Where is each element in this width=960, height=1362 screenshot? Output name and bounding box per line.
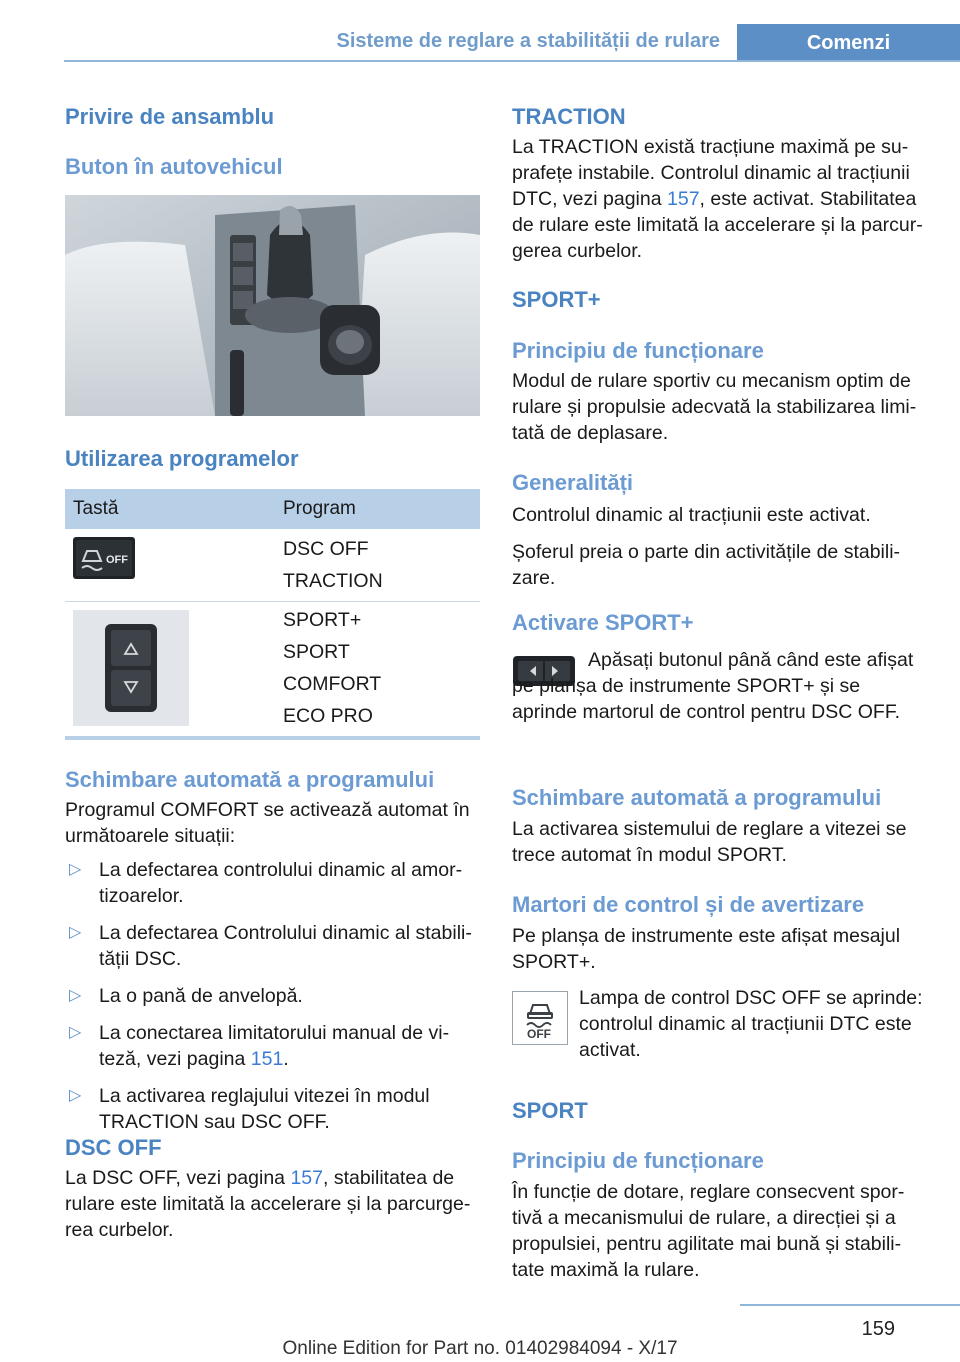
principle2-text: În funcție de dotare, reglare consecvent spor-tivă a mecanismului de rulare, a direcției și a propulsiei, pentru agilitate mai bună și stabili-tate maximă la rulare. bbox=[512, 1181, 905, 1281]
program-name: DSC OFF bbox=[283, 538, 369, 560]
dsc-off-warning-lamp-icon bbox=[512, 991, 568, 1045]
lamp-off-label: OFF bbox=[527, 1027, 551, 1041]
table-cell-programs bbox=[283, 529, 480, 601]
program-name: SPORT+ bbox=[283, 609, 362, 631]
table-end-rule bbox=[65, 736, 480, 740]
program-name: COMFORT bbox=[283, 673, 382, 695]
list-item: ▷ La conectarea limitatorului manual de vi-teză, vezi pagina 151. bbox=[69, 1022, 450, 1070]
table-header-key: Tastă bbox=[73, 498, 119, 519]
auto-change-right-heading: Schimbare automată a programului bbox=[512, 785, 882, 810]
list-item: ▷ La defectarea Controlului dinamic al stabili-tății DSC. bbox=[69, 922, 472, 970]
table-header-program: Program bbox=[283, 498, 356, 519]
footer-rule bbox=[740, 1304, 960, 1306]
page-link[interactable]: 157 bbox=[290, 1167, 323, 1189]
bullet-triangle-icon: ▷ bbox=[69, 1087, 82, 1104]
principle-text: Modul de rulare sportiv cu mecanism optim de rulare și propulsie adecvată la stabilizarea limi-tată de deplasare. bbox=[512, 370, 917, 444]
activate-heading: Activare SPORT+ bbox=[512, 610, 694, 635]
traction-text: La TRACTION există tracțiune maximă pe su-prafețe instabile. Controlul dinamic al tracțiunii DTC, vezi pagina 157, este activat. Stabilitatea de rulare este limitată la accelerare și la parcur-gerea curbelor. bbox=[512, 136, 923, 262]
general-text-1: Controlul dinamic al tracțiunii este activat. bbox=[512, 504, 871, 526]
bullet-triangle-icon: ▷ bbox=[69, 987, 82, 1004]
table-row bbox=[65, 602, 480, 736]
principle-heading: Principiu de funcționare bbox=[512, 338, 764, 363]
sport-plus-heading: SPORT+ bbox=[512, 287, 601, 312]
svg-text:OFF: OFF bbox=[106, 554, 128, 566]
principle2-heading: Principiu de funcționare bbox=[512, 1148, 764, 1173]
table-row bbox=[65, 529, 480, 602]
list-item: ▷ La activarea reglajului vitezei în modul TRACTION sau DSC OFF. bbox=[69, 1085, 430, 1133]
table-cell-key bbox=[65, 529, 283, 601]
auto-change-text: Programul COMFORT se activează automat în următoarele situații: bbox=[65, 799, 470, 847]
list-item: ▷ La o pană de anvelopă. bbox=[69, 985, 303, 1007]
header-rule bbox=[64, 60, 960, 62]
button-in-vehicle-heading: Buton în autovehicul bbox=[65, 154, 283, 179]
lamp-text: Lampa de control DSC OFF se aprinde: controlul dinamic al tracțiunii DTC este activat. bbox=[579, 987, 923, 1061]
traction-heading: TRACTION bbox=[512, 104, 626, 129]
bullet-triangle-icon: ▷ bbox=[69, 924, 82, 941]
dsc-off-button-icon bbox=[73, 537, 135, 579]
header-section-title: Sisteme de reglare a stabilității de rulare bbox=[336, 30, 720, 52]
center-console-photo bbox=[65, 195, 480, 416]
program-table bbox=[65, 489, 480, 740]
page-link[interactable]: 151 bbox=[250, 1048, 284, 1070]
sport-heading: SPORT bbox=[512, 1098, 588, 1123]
table-header bbox=[65, 489, 480, 529]
dsc-off-heading: DSC OFF bbox=[65, 1135, 162, 1160]
header-chapter-tab[interactable]: Comenzi bbox=[737, 24, 960, 62]
program-name: TRACTION bbox=[283, 570, 383, 592]
general-text-2: Șoferul preia o parte din activitățile de stabili-zare. bbox=[512, 541, 901, 589]
auto-change-heading: Schimbare automată a programului bbox=[65, 767, 435, 792]
warning-lights-heading: Martori de control și de avertizare bbox=[512, 892, 865, 917]
program-name: SPORT bbox=[283, 641, 350, 663]
driving-mode-switch-icon bbox=[73, 610, 189, 726]
auto-change-right-text: La activarea sistemului de reglare a vitezei se trece automat în modul SPORT. bbox=[512, 818, 907, 866]
table-cell-key bbox=[65, 602, 283, 736]
table-cell-programs bbox=[283, 602, 480, 736]
dsc-off-text: La DSC OFF, vezi pagina 157, stabilitatea de rulare este limitată la accelerare și la parcurge-rea curbelor. bbox=[65, 1167, 471, 1241]
activate-text: Apăsați butonul până când este afișat pe planșa de instrumente SPORT+ și se aprinde martorul de control pentru DSC OFF. bbox=[512, 649, 914, 723]
auto-change-list bbox=[65, 857, 480, 1146]
general-heading: Generalități bbox=[512, 470, 634, 495]
page-link[interactable]: 157 bbox=[667, 188, 700, 210]
program-name: ECO PRO bbox=[283, 705, 373, 727]
page-number: 159 bbox=[861, 1318, 895, 1340]
overview-heading: Privire de ansamblu bbox=[65, 104, 275, 129]
program-usage-heading: Utilizarea programelor bbox=[65, 446, 299, 471]
list-item: ▷ La defectarea controlului dinamic al amor-tizoarelor. bbox=[69, 859, 463, 907]
footer-edition: Online Edition for Part no. 01402984094 - X/17 bbox=[282, 1338, 678, 1359]
warning-lights-text: Pe planșa de instrumente este afișat mesajul SPORT+. bbox=[512, 925, 901, 973]
bullet-triangle-icon: ▷ bbox=[69, 1024, 82, 1041]
bullet-triangle-icon: ▷ bbox=[69, 861, 82, 878]
